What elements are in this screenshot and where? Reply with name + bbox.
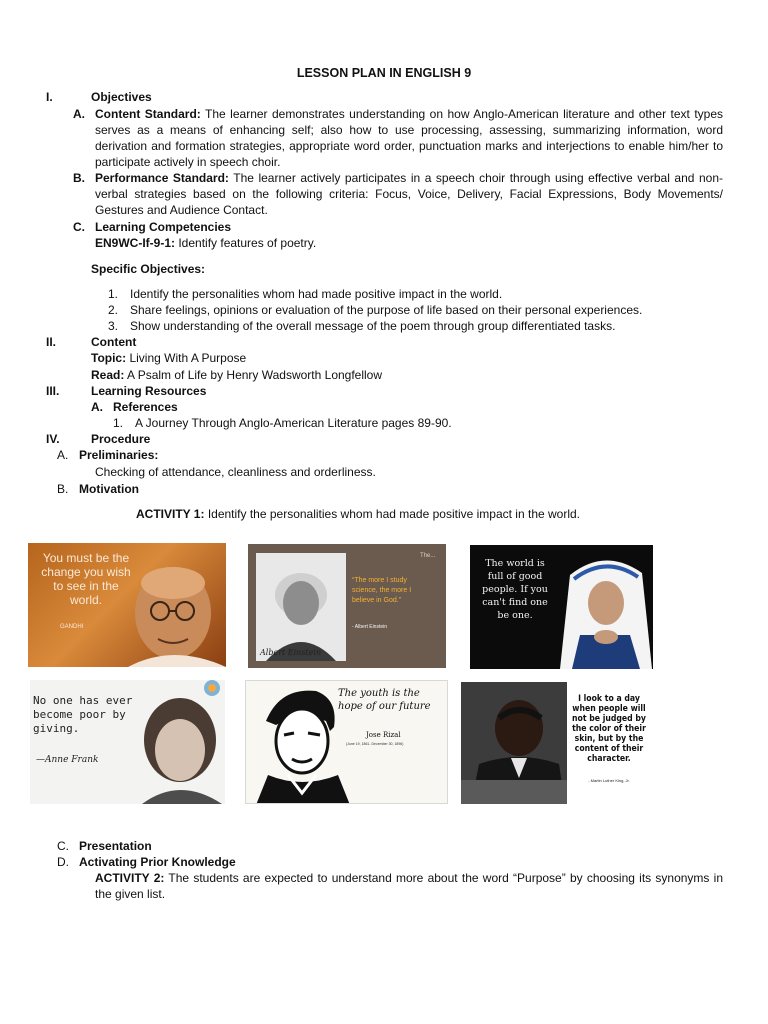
anne-frank-credit: —Anne Frank [36, 755, 99, 765]
teresa-quote-text: The world is full of good people. If you can't find one be one. [482, 558, 548, 621]
read-text: A Psalm of Life by Henry Wadsworth Longfellow [127, 368, 383, 382]
section-1-heading: Objectives [91, 90, 152, 104]
specific-objective-text: Identify the personalities whom had made positive impact in the world. [130, 287, 503, 301]
specific-objectives-label: Specific Objectives: [91, 262, 206, 276]
references-label: References [113, 400, 178, 414]
activity-1-text: Identify the personalities whom had made positive impact in the world. [207, 507, 581, 521]
presentation-label: Presentation [79, 839, 152, 853]
gandhi-quote-text: You must be the change you wish to see in the world. [41, 551, 131, 607]
rizal-credit: Jose Rizal [366, 731, 401, 739]
mlk-quote-text: I look to a day when people will not be judged by the color of their skin, but by the content of their character. [572, 694, 646, 764]
rizal-portrait-icon [246, 681, 352, 804]
rizal-dates: (June 19, 1861- December 30, 1896) [346, 742, 404, 746]
teresa-quote-image [470, 545, 653, 669]
section-1-number: I. [46, 90, 53, 104]
competency-code: EN9WC-If-9-1: [95, 236, 175, 250]
topic-line [91, 350, 246, 366]
einstein-quote-image [248, 544, 446, 668]
learning-competencies-label: Learning Competencies [95, 220, 232, 234]
section-3-heading: Learning Resources [91, 384, 207, 398]
section-3-number: III. [46, 384, 60, 398]
mlk-portrait-icon [461, 682, 567, 804]
presentation-letter: C. [57, 839, 69, 853]
einstein-signature: Albert Einstein [260, 648, 322, 657]
teresa-portrait-icon [560, 545, 653, 669]
motivation-letter: B. [57, 482, 69, 496]
specific-objective-text: Share feelings, opinions or evaluation of the purpose of life based on their personal experiences. [130, 303, 643, 317]
content-standard-paragraph [95, 106, 723, 170]
objective-a-letter: A. [73, 107, 85, 121]
read-label: Read: [91, 368, 125, 382]
performance-standard-paragraph [95, 170, 723, 218]
section-4-heading: Procedure [91, 432, 151, 446]
anne-frank-quote-text: No one has ever become poor by giving. [33, 694, 133, 735]
activity-2-text: The students are expected to understand more about the word “Purpose” by choosing its synonyms in the given list. [95, 871, 723, 901]
rizal-quote-image [245, 680, 448, 804]
anne-frank-quote-image [30, 680, 225, 804]
reference-number: 1. [113, 416, 124, 430]
einstein-credit: - Albert Einstein [352, 624, 388, 630]
anne-frank-portrait-icon [30, 680, 225, 804]
competency-line [95, 235, 316, 251]
einstein-photo-frame [256, 553, 346, 661]
activity-2-paragraph [95, 870, 723, 902]
content-standard-text: The learner demonstrates understanding on how Anglo-American literature and other text types serves as a means of enhancing self; also how to use processing, assessing, summarizing information, word derivation and formation strategies, appropriate word order, punctuation marks and interjections to enable him/her to participate actively in speech choir. [95, 107, 724, 169]
einstein-brand-mark: The... [420, 553, 436, 559]
page-title: LESSON PLAN IN ENGLISH 9 [296, 66, 472, 80]
mlk-quote-image [461, 682, 648, 804]
einstein-quote-text: “The more I study science, the more I believe in God.” [352, 577, 412, 604]
gandhi-quote-image [28, 543, 226, 667]
preliminaries-text: Checking of attendance, cleanliness and orderliness. [95, 465, 376, 479]
rizal-quote-text: The youth is the hope of our future [338, 688, 431, 712]
section-2-heading: Content [91, 335, 137, 349]
objective-b-letter: B. [73, 171, 85, 185]
section-2-number: II. [46, 335, 57, 349]
activating-letter: D. [57, 855, 69, 869]
reference-text: A Journey Through Anglo-American Literature pages 89-90. [135, 416, 452, 430]
activity-1-label: ACTIVITY 1: [136, 507, 205, 521]
performance-standard-label: Performance Standard: [95, 171, 229, 185]
specific-objective-number: 3. [108, 319, 119, 333]
gandhi-credit: GANDHI [60, 624, 84, 630]
topic-label: Topic: [91, 351, 127, 365]
performance-standard-text: The learner actively participates in a speech choir through using effective verbal and non-verbal strategies based on the following criteria: Focus, Voice, Delivery, Facial Expressions, Body Movements/ Gestures and Audience Contact. [95, 171, 723, 217]
activity-2-label: ACTIVITY 2: [95, 871, 165, 885]
references-letter: A. [91, 400, 103, 414]
specific-objective-text: Show understanding of the overall message of the poem through group differentiated tasks. [130, 319, 616, 333]
mlk-credit: - Martin Luther King, Jr. [588, 778, 630, 783]
activity-1-line [136, 506, 580, 522]
preliminaries-label: Preliminaries: [79, 448, 159, 462]
objective-c-letter: C. [73, 220, 85, 234]
content-standard-label: Content Standard: [95, 107, 201, 121]
specific-objective-number: 1. [108, 287, 119, 301]
competency-text: Identify features of poetry. [178, 236, 317, 250]
activating-label: Activating Prior Knowledge [79, 855, 236, 869]
motivation-label: Motivation [79, 482, 139, 496]
preliminaries-letter: A. [57, 448, 69, 462]
read-line [91, 367, 382, 383]
specific-objective-number: 2. [108, 303, 119, 317]
section-4-number: IV. [46, 432, 60, 446]
topic-text: Living With A Purpose [129, 351, 247, 365]
